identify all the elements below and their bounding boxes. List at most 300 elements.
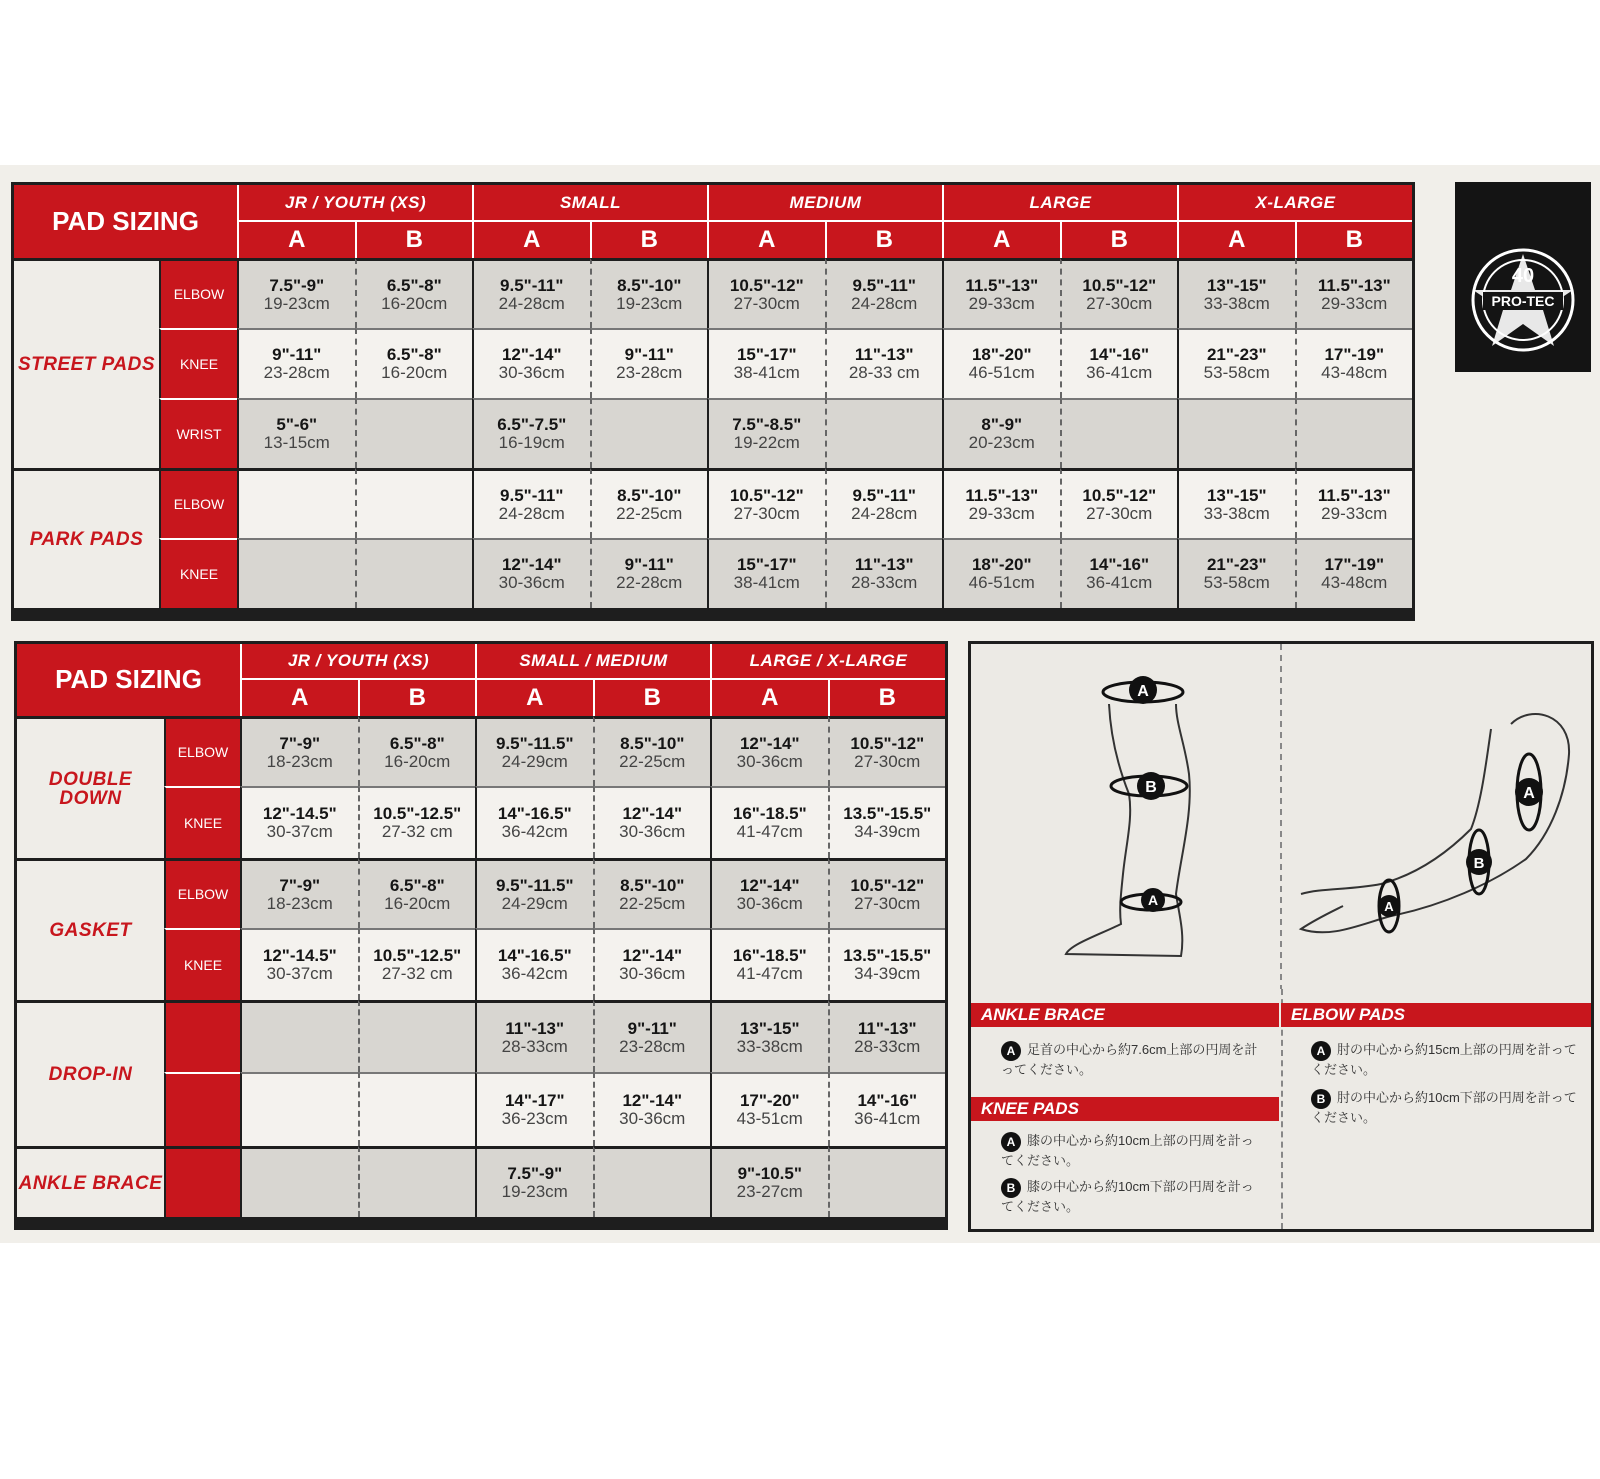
inch-range: 16"-18.5" [732,804,807,824]
cm-range: 22-25cm [619,893,686,913]
cm-range: 46-51cm [968,573,1035,592]
size-cell [475,716,593,786]
inch-range: 6.5"-8" [389,875,445,895]
size-cell [240,1146,358,1217]
size-cell [1295,538,1413,608]
inch-range: 14"-17" [504,1091,565,1111]
inch-range: 12"-14.5" [262,946,337,966]
inch-range: 17"-20" [739,1091,800,1111]
col-header-8: A [1177,220,1295,258]
col-header-0: A [240,678,358,716]
size-cell [1295,468,1413,538]
size-header-1: SMALL [472,185,707,220]
size-cell [355,468,473,538]
size-cell [1060,398,1178,468]
knee-note-b-text: 膝の中心から約10cm下部の円周を計ってください。 [1001,1179,1254,1214]
marker-b-label: B [1145,779,1157,796]
size-cell [237,328,355,398]
inch-range: 12"-14" [501,555,562,575]
arm-marker-a-label: A [1523,785,1535,802]
cm-range: 34-39cm [854,964,921,983]
cm-range: 38-41cm [733,573,800,592]
cm-range: 27-30cm [854,751,921,771]
size-cell [590,398,708,468]
inch-range: 10.5"-12" [729,485,804,505]
size-cell [707,328,825,398]
inch-range: 10.5"-12" [850,875,925,895]
knee-badge-a: A [1001,1132,1021,1152]
inch-range: 8.5"-10" [617,275,682,295]
row-label: WRIST [159,398,237,468]
row-label [164,1146,240,1217]
cm-range: 23-28cm [616,363,683,382]
cm-range: 29-33cm [1321,293,1388,313]
size-cell [1060,328,1178,398]
cm-range: 38-41cm [733,363,800,382]
pro-tec-logo [1455,182,1591,372]
cm-range: 27-30cm [1086,503,1153,523]
size-cell [475,858,593,928]
cm-range: 36-41cm [1086,363,1153,382]
inch-range: 18"-20" [971,555,1032,575]
size-cell [472,538,590,608]
row-label: ELBOW [164,858,240,928]
size-cell [358,1000,476,1072]
size-cell [942,538,1060,608]
leg-marker-a-ankle [1141,888,1165,912]
inch-range: 9"-11" [624,555,674,575]
row-label: ELBOW [159,258,237,328]
size-cell [472,398,590,468]
size-cell [710,716,828,786]
inch-range: 9.5"-11" [500,275,564,295]
cm-range: 18-23cm [266,893,333,913]
size-cell [590,258,708,328]
inch-range: 15"-17" [736,345,797,365]
pro-tec-emblem [1455,182,1591,372]
elbow-note-b [1311,1089,1581,1127]
inch-range: 11.5"-13" [1317,485,1391,505]
size-cell [1177,538,1295,608]
inch-range: 9"-10.5" [737,1164,802,1184]
size-cell [358,716,476,786]
size-cell [1177,328,1295,398]
size-cell [707,258,825,328]
inch-range: 9"-11" [272,345,322,365]
cm-range: 46-51cm [968,363,1035,382]
size-cell [240,1072,358,1146]
size-cell [593,1000,711,1072]
cm-range: 27-30cm [733,503,800,523]
inch-range: 21"-23" [1206,345,1267,365]
ankle-note-a-text: 足首の中心から約7.6cm上部の円周を計ってください。 [1001,1042,1258,1077]
inch-range: 12"-14" [501,345,562,365]
cm-range: 29-33cm [968,503,1035,523]
size-cell [472,328,590,398]
size-cell [355,538,473,608]
cm-range: 30-36cm [736,751,803,771]
marker-a-label: A [1137,683,1149,700]
size-header-0: JR / YOUTH (XS) [240,644,475,678]
inch-range: 13"-15" [1206,275,1267,295]
elbow-badge-a: A [1311,1041,1331,1061]
inch-range: 12"-14" [739,875,800,895]
size-cell [710,928,828,1000]
size-cell [240,928,358,1000]
cm-range: 24-28cm [851,293,918,313]
inch-range: 7"-9" [279,875,321,895]
inch-range: 9"-11" [627,1018,677,1038]
knee-note-b [1001,1178,1266,1216]
size-cell [707,538,825,608]
size-header-1: SMALL / MEDIUM [475,644,710,678]
inch-range: 14"-16.5" [497,804,572,824]
cm-range: 16-20cm [381,293,448,313]
inch-range: 14"-16" [1089,555,1150,575]
size-cell [593,1146,711,1217]
cm-range: 18-23cm [266,751,333,771]
size-cell [475,1146,593,1217]
size-cell [358,1146,476,1217]
col-header-0: A [237,220,355,258]
knee-badge-b: B [1001,1178,1021,1198]
col-header-4: A [707,220,825,258]
group-label-1: PARK PADS [14,468,159,608]
inch-range: 12"-14" [622,804,683,824]
inch-range: 5"-6" [276,415,318,435]
measurement-diagram-panel [968,641,1594,1232]
group-label-2: DROP-IN [17,1000,164,1146]
cm-range: 23-27cm [736,1182,803,1201]
cm-range: 23-28cm [619,1036,686,1056]
col-header-5: B [828,678,946,716]
cm-range: 24-29cm [501,893,568,913]
ankle-brace-heading: ANKLE BRACE [971,1003,1279,1027]
cm-range: 23-28cm [263,363,330,382]
size-cell [475,1072,593,1146]
cm-range: 43-48cm [1321,573,1388,592]
elbow-note-a [1311,1041,1581,1079]
inch-range: 18"-20" [971,345,1032,365]
cm-range: 36-41cm [854,1109,921,1128]
inch-range: 9.5"-11.5" [495,733,574,753]
cm-range: 29-33cm [1321,503,1388,523]
col-header-7: B [1060,220,1178,258]
inch-range: 9.5"-11" [500,485,564,505]
inch-range: 10.5"-12" [729,275,804,295]
inch-range: 15"-17" [736,555,797,575]
size-cell [593,786,711,858]
size-header-4: X-LARGE [1177,185,1412,220]
leg-illustration [1066,704,1190,956]
col-header-1: B [355,220,473,258]
col-header-3: B [590,220,708,258]
size-cell [825,468,943,538]
row-label: KNEE [159,538,237,608]
cm-range: 22-28cm [616,573,683,592]
cm-range: 30-36cm [619,1109,686,1128]
size-cell [828,928,946,1000]
logo-number: 40 [1511,265,1535,287]
size-cell [237,468,355,538]
inch-range: 7.5"-9" [507,1164,563,1184]
cm-range: 24-28cm [851,503,918,523]
elbow-badge-b: B [1311,1089,1331,1109]
size-cell [1177,258,1295,328]
cm-range: 41-47cm [736,822,803,841]
pad-sizing-table-2 [14,641,948,1230]
inch-range: 7"-9" [279,733,321,753]
row-label [164,1000,240,1072]
size-cell [475,928,593,1000]
inch-range: 11.5"-13" [965,485,1039,505]
inch-range: 9.5"-11" [852,275,916,295]
cm-range: 36-42cm [501,964,568,983]
inch-range: 14"-16" [1089,345,1150,365]
col-header-4: A [710,678,828,716]
size-cell [942,468,1060,538]
cm-range: 27-32 cm [381,822,453,841]
size-header-2: MEDIUM [707,185,942,220]
inch-range: 10.5"-12" [850,733,925,753]
cm-range: 27-32 cm [381,964,453,983]
inch-range: 10.5"-12.5" [373,804,462,824]
inch-range: 11"-13" [857,1018,917,1038]
cm-range: 29-33cm [968,293,1035,313]
cm-range: 24-28cm [498,293,565,313]
size-cell [828,1000,946,1072]
arm-marker-a [1515,778,1543,806]
inch-range: 11.5"-13" [1317,275,1391,295]
size-header-0: JR / YOUTH (XS) [237,185,472,220]
inch-range: 21"-23" [1206,555,1267,575]
cm-range: 27-30cm [1086,293,1153,313]
cm-range: 34-39cm [854,822,921,841]
inch-range: 12"-14" [622,946,683,966]
cm-range: 36-41cm [1086,573,1153,592]
size-cell [828,716,946,786]
size-cell [825,538,943,608]
inch-range: 8"-9" [981,415,1023,435]
size-cell [1177,468,1295,538]
cm-range: 30-36cm [619,964,686,983]
col-header-9: B [1295,220,1413,258]
leg-marker-a-top [1129,676,1157,704]
size-cell [355,328,473,398]
inch-range: 8.5"-10" [620,733,685,753]
cm-range: 30-36cm [498,363,565,382]
body-illustration [971,644,1591,989]
col-header-2: A [472,220,590,258]
size-cell [240,716,358,786]
inch-range: 10.5"-12" [1082,485,1157,505]
arm-marker-a-wrist-label: A [1384,899,1394,914]
row-label [164,1072,240,1146]
group-label-3: ANKLE BRACE [17,1146,164,1217]
table1-title: PAD SIZING [14,185,237,258]
size-cell [825,258,943,328]
size-cell [1060,468,1178,538]
row-label: ELBOW [159,468,237,538]
size-header-3: LARGE [942,185,1177,220]
size-cell [240,858,358,928]
cm-range: 24-28cm [498,503,565,523]
inch-range: 6.5"-8" [386,345,442,365]
group-label-1: GASKET [17,858,164,1000]
cm-range: 33-38cm [736,1036,803,1056]
size-cell [355,398,473,468]
size-cell [1295,398,1413,468]
inch-range: 8.5"-10" [617,485,682,505]
cm-range: 16-20cm [381,363,448,382]
cm-range: 43-51cm [736,1109,803,1128]
cm-range: 30-37cm [266,964,333,983]
cm-range: 16-20cm [384,893,451,913]
cm-range: 53-58cm [1203,363,1270,382]
elbow-note-b-text: 肘の中心から約10cm下部の円周を計ってください。 [1311,1090,1577,1125]
size-cell [710,1000,828,1072]
inch-range: 6.5"-8" [389,733,445,753]
row-label: KNEE [164,786,240,858]
table2-title: PAD SIZING [17,644,240,716]
cm-range: 22-25cm [619,751,686,771]
elbow-pads-heading: ELBOW PADS [1281,1003,1591,1027]
knee-note-a-text: 膝の中心から約10cm上部の円周を計ってください。 [1001,1133,1254,1168]
inch-range: 11"-13" [854,345,914,365]
cm-range: 19-22cm [733,433,800,452]
cm-range: 24-29cm [501,751,568,771]
inch-range: 14"-16.5" [497,946,572,966]
cm-range: 27-30cm [854,893,921,913]
size-cell [942,328,1060,398]
inch-range: 12"-14.5" [262,804,337,824]
logo-brand: PRO-TEC [1491,293,1555,309]
inch-range: 10.5"-12.5" [373,946,462,966]
size-cell [710,858,828,928]
inch-range: 10.5"-12" [1082,275,1157,295]
knee-pads-heading: KNEE PADS [971,1097,1279,1121]
cm-range: 30-36cm [498,573,565,592]
size-cell [358,1072,476,1146]
size-cell [1060,538,1178,608]
arm-marker-b [1466,849,1492,875]
size-cell [828,858,946,928]
inch-range: 13.5"-15.5" [843,946,932,966]
cm-range: 53-58cm [1203,573,1270,592]
inch-range: 12"-14" [622,1091,683,1111]
size-cell [828,1146,946,1217]
cm-range: 20-23cm [968,433,1035,452]
size-cell [593,928,711,1000]
knee-note-a [1001,1132,1266,1170]
arm-illustration [1301,714,1569,932]
size-cell [1295,328,1413,398]
inch-range: 9.5"-11.5" [495,875,574,895]
leg-marker-b [1137,772,1165,800]
row-label: ELBOW [164,716,240,786]
inch-range: 16"-18.5" [732,946,807,966]
size-cell [358,928,476,1000]
size-cell [472,258,590,328]
cm-range: 36-42cm [501,822,568,841]
inch-range: 7.5"-8.5" [732,415,802,435]
size-cell [237,398,355,468]
marker-a-ankle-label: A [1147,892,1159,908]
inch-range: 13"-15" [739,1018,800,1038]
cm-range: 22-25cm [616,503,683,523]
inch-range: 9"-11" [624,345,674,365]
inch-range: 6.5"-7.5" [497,415,567,435]
size-cell [942,398,1060,468]
arm-marker-a-wrist [1378,895,1400,917]
cm-range: 28-33cm [851,573,918,592]
size-cell [475,1000,593,1072]
size-cell [1060,258,1178,328]
size-cell [472,468,590,538]
cm-range: 16-19cm [498,433,565,452]
cm-range: 19-23cm [263,293,330,313]
inch-range: 17"-19" [1324,555,1385,575]
inch-range: 17"-19" [1324,345,1385,365]
inch-range: 8.5"-10" [620,875,685,895]
ankle-note-a [1001,1041,1266,1079]
cm-range: 28-33 cm [848,363,920,382]
size-cell [828,786,946,858]
cm-range: 43-48cm [1321,363,1388,382]
size-cell [475,786,593,858]
size-cell [590,538,708,608]
size-cell [358,858,476,928]
size-cell [710,1072,828,1146]
cm-range: 30-36cm [736,893,803,913]
group-label-0: DOUBLE DOWN [17,716,164,858]
inch-range: 6.5"-8" [386,275,442,295]
size-header-2: LARGE / X-LARGE [710,644,945,678]
inch-range: 12"-14" [739,733,800,753]
size-cell [825,398,943,468]
size-cell [1177,398,1295,468]
cm-range: 19-23cm [501,1182,568,1201]
inch-range: 13.5"-15.5" [843,804,932,824]
ankle-badge-a: A [1001,1041,1021,1061]
cm-range: 41-47cm [736,964,803,983]
inch-range: 11.5"-13" [965,275,1039,295]
cm-range: 30-36cm [619,822,686,841]
col-header-3: B [593,678,711,716]
size-cell [358,786,476,858]
pad-sizing-table-1 [11,182,1415,621]
cm-range: 33-38cm [1203,503,1270,523]
cm-range: 33-38cm [1203,293,1270,313]
size-cell [590,468,708,538]
size-cell [710,1146,828,1217]
size-cell [590,328,708,398]
size-cell [825,328,943,398]
size-cell [355,258,473,328]
cm-range: 36-23cm [501,1109,568,1128]
inch-range: 11"-13" [854,555,914,575]
inch-range: 9.5"-11" [852,485,916,505]
cm-range: 13-15cm [263,433,330,452]
cm-range: 27-30cm [733,293,800,313]
size-cell [240,786,358,858]
size-cell [707,398,825,468]
size-cell [942,258,1060,328]
row-label: KNEE [159,328,237,398]
size-cell [710,786,828,858]
size-cell [707,468,825,538]
size-cell [237,538,355,608]
